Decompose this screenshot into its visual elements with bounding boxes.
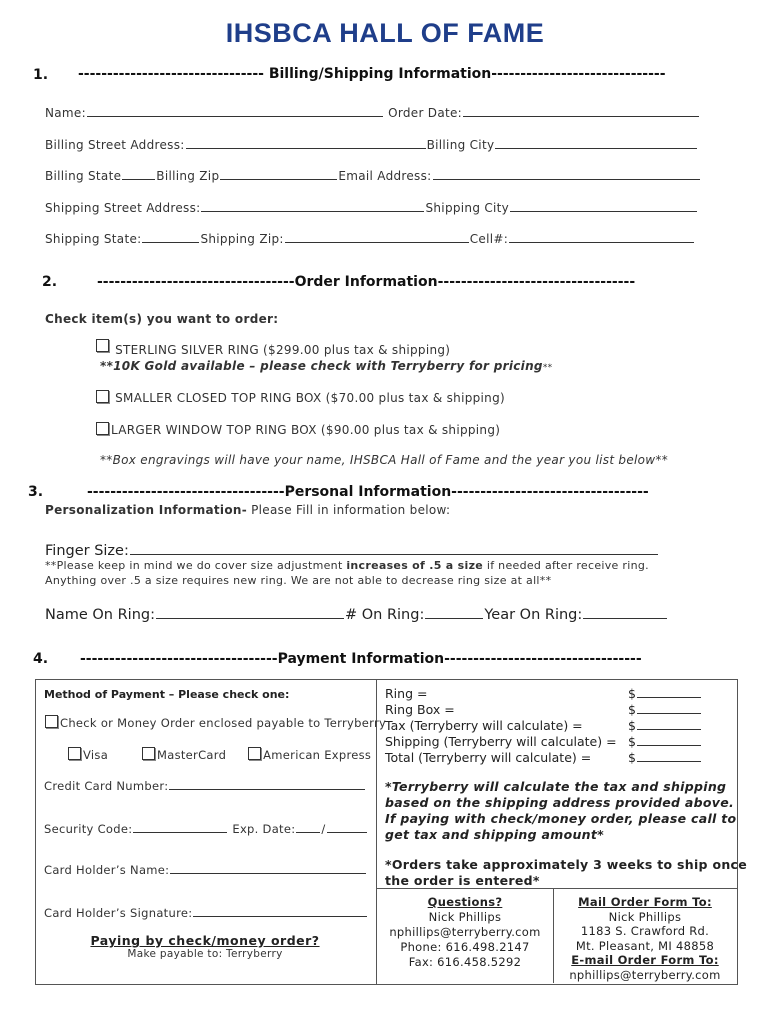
security-exp-row: Security Code: Exp. Date: /: [44, 820, 368, 836]
finger-size-label: Finger Size:: [45, 543, 129, 559]
email-field[interactable]: [433, 167, 700, 180]
cc-number-label: Credit Card Number:: [44, 779, 169, 793]
holder-sig-field[interactable]: [193, 904, 367, 917]
holder-sig-label: Card Holder’s Signature:: [44, 906, 193, 920]
personalization-info: Personalization Information- Please Fill in information below:: [45, 503, 451, 517]
ring-details-row: [45, 606, 668, 623]
name-on-ring-field[interactable]: [156, 606, 344, 619]
item-smaller-box: [96, 390, 505, 405]
billing-row-2: [45, 136, 698, 152]
paying-check-heading: Paying by check/money order?: [90, 933, 320, 948]
page-title: IHSBCA HALL OF FAME: [225, 18, 545, 48]
larger-box-checkbox[interactable]: [96, 422, 109, 435]
mail-block: [554, 895, 736, 982]
shipping-state-label: Shipping State:: [45, 232, 142, 246]
holder-name-row: [44, 861, 367, 877]
questions-title: Questions?: [427, 895, 503, 909]
size-note-1: **Please keep in mind we do cover size adjustment increases of .5 a size if needed after receive ring.: [45, 559, 649, 572]
shipping-zip-field[interactable]: [285, 230, 469, 243]
visa-label: Visa: [83, 748, 109, 762]
engraving-note: **Box engravings will have your name, IHSBCA Hall of Fame and the year you list below**: [100, 453, 669, 467]
billing-city-field[interactable]: [495, 136, 697, 149]
smaller-box-checkbox[interactable]: [96, 390, 109, 403]
billing-city-label: Billing City: [426, 138, 495, 152]
billing-row-3: [45, 167, 701, 183]
tax-total-label: Tax (Terryberry will calculate) =: [385, 718, 583, 733]
sterling-ring-label: STERLING SILVER RING ($299.00 plus tax & shipping): [115, 343, 451, 357]
cell-label: Cell#:: [469, 232, 509, 246]
cell-field[interactable]: [509, 230, 694, 243]
questions-phone: Phone: 616.498.2147: [400, 940, 530, 954]
shipping-zip-label: Shipping Zip:: [200, 232, 284, 246]
billing-zip-label: Billing Zip: [156, 169, 220, 183]
year-on-ring-label: Year On Ring:: [484, 607, 583, 623]
calc-note: *Terryberry will calculate the tax and shipping based on the shipping address provided above. If paying with check/money order, please call to get tax and shipping amount*: [385, 779, 737, 842]
mail-city: Mt. Pleasant, MI 48858: [575, 938, 715, 953]
num-on-ring-label: # On Ring:: [344, 607, 425, 623]
year-on-ring-field[interactable]: [583, 606, 667, 619]
shipping-total-label: Shipping (Terryberry will calculate) =: [385, 734, 617, 749]
sterling-ring-checkbox[interactable]: [96, 339, 109, 352]
cc-number-field[interactable]: [169, 777, 365, 790]
finger-size-field[interactable]: [130, 542, 658, 555]
item-larger-box: [96, 422, 500, 437]
billing-state-label: Billing State: [45, 169, 122, 183]
mail-title: Mail Order Form To:: [578, 895, 712, 909]
questions-block: [377, 895, 553, 970]
billing-row-1: [45, 104, 700, 120]
exp-month-field[interactable]: [296, 820, 320, 833]
check-items-label: Check item(s) you want to order:: [45, 312, 279, 326]
finger-size-row: [45, 542, 659, 559]
section-number-2: 2.: [42, 274, 58, 290]
questions-email[interactable]: nphillips@terryberry.com: [389, 925, 541, 939]
check-money-label: Check or Money Order enclosed payable to Terryberry: [60, 716, 387, 730]
smaller-box-label: SMALLER CLOSED TOP RING BOX ($70.00 plus tax & shipping): [115, 391, 505, 405]
shipping-city-label: Shipping City: [425, 201, 510, 215]
section-number-3: 3.: [28, 484, 44, 500]
billing-row-4: [45, 199, 698, 215]
ring-amount-field[interactable]: [637, 686, 701, 698]
security-field[interactable]: [133, 820, 227, 833]
card-options: [68, 747, 371, 762]
shipping-amount-field[interactable]: [637, 734, 701, 746]
order-date-label: Order Date:: [388, 106, 463, 120]
section-heading-billing: -------------------------------- Billing/Shipping Information------------------------------: [78, 66, 666, 82]
gold-note: **10K Gold available – please check with Terryberry for pricing**: [100, 359, 553, 373]
check-money-option: [45, 715, 386, 730]
shipping-city-field[interactable]: [510, 199, 697, 212]
shipping-street-label: Shipping Street Address:: [45, 201, 201, 215]
billing-state-field[interactable]: [122, 167, 155, 180]
amex-checkbox[interactable]: [248, 747, 261, 760]
tax-amount-field[interactable]: [637, 718, 701, 730]
payable-to: Make payable to: Terryberry: [127, 948, 283, 960]
section-heading-payment: ----------------------------------Payment Information----------------------------------: [80, 651, 642, 667]
shipping-state-field[interactable]: [142, 230, 199, 243]
billing-zip-field[interactable]: [220, 167, 337, 180]
security-label: Security Code:: [44, 822, 133, 836]
exp-year-field[interactable]: [327, 820, 367, 833]
mail-street: 1183 S. Crawford Rd.: [580, 924, 710, 938]
num-on-ring-field[interactable]: [425, 606, 483, 619]
mail-name: Nick Phillips: [608, 909, 682, 924]
larger-box-label: LARGER WINDOW TOP RING BOX ($90.00 plus tax & shipping): [111, 423, 501, 437]
holder-sig-row: [44, 904, 368, 920]
cc-number-row: [44, 777, 366, 793]
holder-name-label: Card Holder’s Name:: [44, 863, 170, 877]
totals-labels: [385, 686, 617, 766]
questions-name: Nick Phillips: [428, 910, 502, 924]
ship-time-note: *Orders take approximately 3 weeks to ship once the order is entered*: [385, 857, 748, 888]
questions-fax: Fax: 616.458.5292: [408, 955, 522, 969]
email-label: Email Address:: [338, 169, 432, 183]
amex-label: American Express: [263, 748, 372, 762]
section-number-4: 4.: [33, 651, 49, 667]
order-date-field[interactable]: [463, 104, 699, 117]
section-heading-order: ----------------------------------Order Information----------------------------------: [97, 274, 636, 290]
name-field[interactable]: [87, 104, 383, 117]
name-label: Name:: [45, 106, 86, 120]
totals-values: $ $ $ $ $: [628, 686, 702, 766]
ring-total-label: Ring =: [385, 686, 428, 701]
holder-name-field[interactable]: [170, 861, 366, 874]
mail-email[interactable]: nphillips@terryberry.com: [569, 967, 721, 982]
billing-street-field[interactable]: [186, 136, 426, 149]
check-money-checkbox[interactable]: [45, 715, 58, 728]
section-heading-personal: ----------------------------------Personal Information----------------------------------: [87, 484, 649, 500]
exp-label: Exp. Date:: [232, 822, 296, 836]
name-on-ring-label: Name On Ring:: [45, 607, 155, 623]
email-order-title: E-mail Order Form To:: [571, 953, 719, 967]
mastercard-label: MasterCard: [157, 748, 227, 762]
item-sterling-ring: [96, 339, 450, 357]
visa-checkbox[interactable]: [68, 747, 81, 760]
section-number-1: 1.: [33, 67, 49, 83]
billing-street-label: Billing Street Address:: [45, 138, 185, 152]
size-note-2: Anything over .5 a size requires new ring. We are not able to decrease ring size at all**: [45, 574, 552, 587]
mastercard-checkbox[interactable]: [142, 747, 155, 760]
ring-box-total-label: Ring Box =: [385, 702, 455, 717]
payment-method-label: Method of Payment – Please check one:: [44, 688, 290, 701]
grand-total-label: Total (Terryberry will calculate) =: [385, 750, 592, 765]
shipping-street-field[interactable]: [201, 199, 424, 212]
ring-box-amount-field[interactable]: [637, 702, 701, 714]
billing-row-5: [45, 230, 695, 246]
total-amount-field[interactable]: [637, 750, 701, 762]
